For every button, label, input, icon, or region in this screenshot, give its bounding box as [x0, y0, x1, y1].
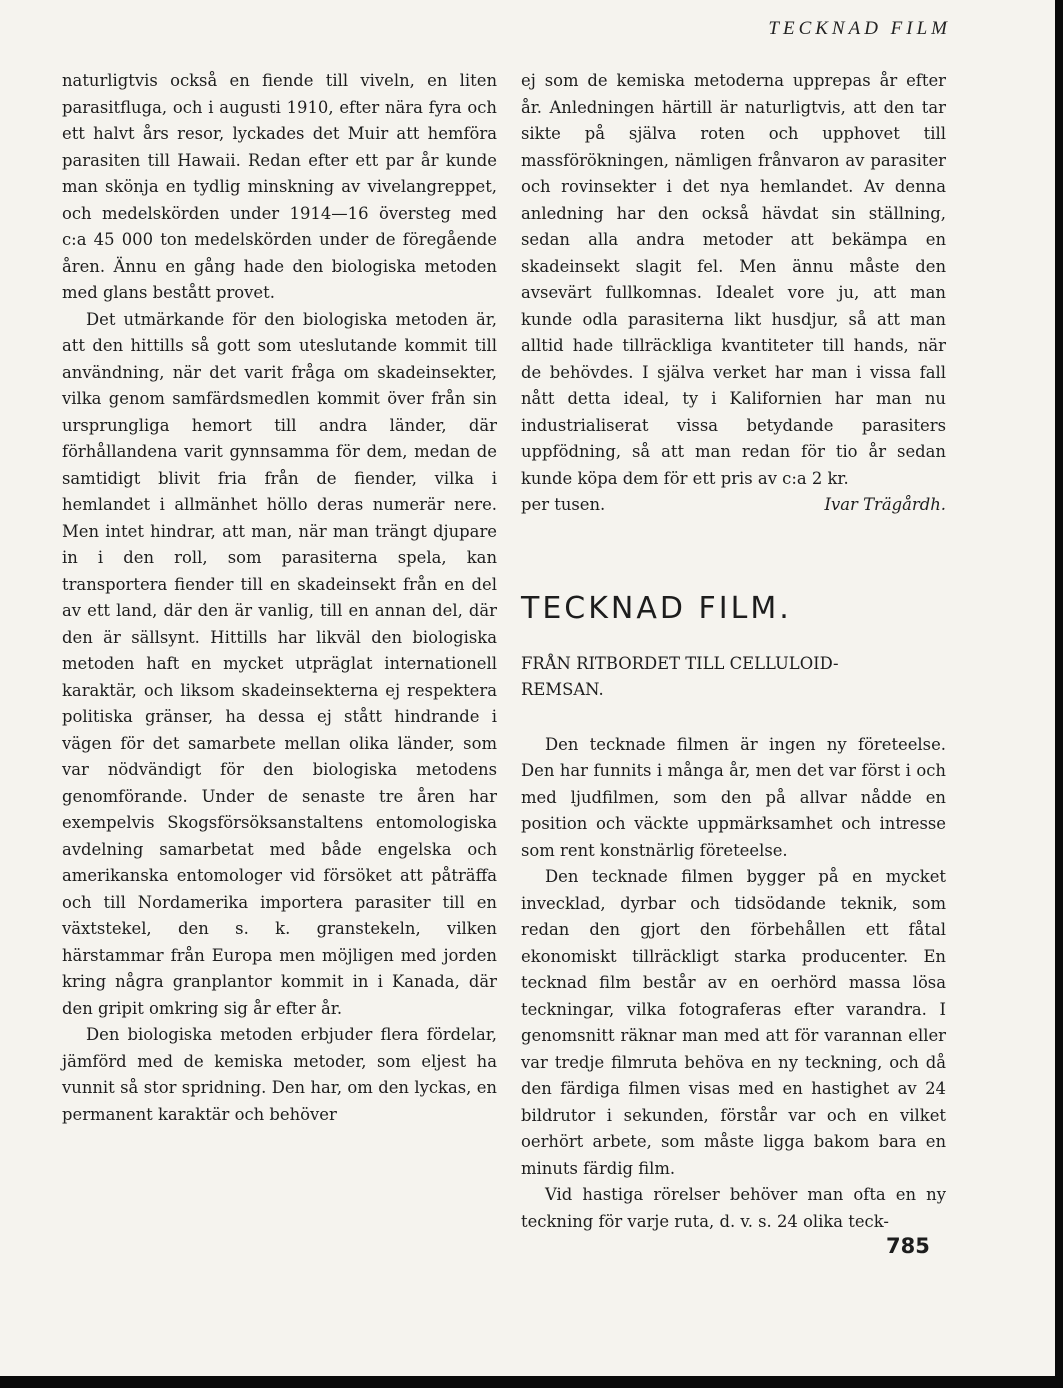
continuation-end: per tusen. — [521, 495, 606, 514]
article-subtitle: FRÅN RITBORDET TILL CELLULOID-REMSAN. — [521, 653, 839, 699]
left-column — [62, 68, 497, 1128]
scan-edge-bottom — [0, 1376, 1063, 1388]
signature-line — [521, 492, 946, 519]
paragraph-continuation: ej som de kemiska metoderna upprepas år efter år. Anledningen härtill är naturligtvis, att den tar sikte på själva roten och upphovet till massförökningen, nämligen frånvaron av parasiter och rovinsekter i det nya hemlandet. Av denna anledning har den också hävdat sin ställning, sedan alla andra metoder att bekämpa en skadeinsekt slagit fel. Men ännu måste den avsevärt fullkomnas. Idealet vore ju, att man kunde odla parasiterna likt husdjur, så att man alltid hade tillräckliga kvantiteter till hands, när de behövdes. I själva verket har man i vissa fall nått detta ideal, ty i Kalifornien har man nu industrialiserat vissa betydande parasiters uppfödning, så att man redan för tio år sedan kunde köpa dem för ett pris av c:a 2 kr. — [521, 71, 946, 488]
paragraph: Den tecknade filmen bygger på en mycket invecklad, dyrbar och tidsödande teknik, som redan den gjort den förbehållen ett fåtal ekonomiskt tillräckligt starka producenter. En tecknad film består av en oerhörd massa lösa teckningar, vilka fotograferas efter varandra. I genomsnitt räknar man med att för varannan eller var tredje filmruta behöva en ny teckning, och då den färdiga filmen visas med en hastighet av 24 bildrutor i sekunden, förstår var och en vilket oerhört arbete, som måste ligga bakom bara en minuts färdig film. — [521, 867, 946, 1178]
right-column — [521, 68, 946, 1235]
paragraph: Vid hastiga rörelser behöver man ofta en ny teckning för varje ruta, d. v. s. 24 olika teck- — [521, 1185, 946, 1231]
article-title: TECKNAD FILM. — [521, 590, 792, 626]
scan-edge-right — [1055, 0, 1063, 1388]
author-signature: Ivar Trägårdh. — [824, 495, 946, 514]
paragraph: Det utmärkande för den biologiska metoden är, att den hittills så gott som uteslutande kommit till användning, när det varit fråga om skadeinsekter, vilka genom samfärdsmedlen kommit över från sin ursprungliga hemort till andra länder, där förhållandena varit gynnsamma för dem, medan de samtidigt blivit fria från de fiender, vilka i hemlandet i allmänhet höllo deras numerär nere. Men intet hindrar, att man, när man trängt djupare in i den roll, som parasiterna spela, kan transportera fiender till en skadeinsekt från en del av ett land, där den är vanlig, till en annan del, där den är sällsynt. Hittills har likväl den biologiska metoden haft en mycket utpräglat internationell karaktär, och liksom skadeinsekterna ej respektera politiska gränser, ha dessa ej stått hindrande i vägen för det samarbete mellan olika länder, som var nödvändigt för den biologiska metodens genomförande. Under de senaste tre åren har exempelvis Skogsförsöksanstaltens entomologiska avdelning samarbetat med både engelska och amerikanska entomologer vid försöket att påträffa och till Nordamerika importera parasiter till en växtstekel, den s. k. granstekeln, vilken härstammar från Europa men möjligen med jorden kring några granplantor kommit in i Kanada, där den gripit omkring sig år efter år. — [62, 309, 497, 1018]
page-number: 785 — [886, 1234, 930, 1258]
paragraph: Den tecknade filmen är ingen ny företeelse. Den har funnits i många år, men det var först i och med ljudfilmen, som den på allvar nådde en position och väckte uppmärksamhet och intresse som rent konstnärlig företeelse. — [521, 734, 946, 860]
paragraph: naturligtvis också en fiende till viveln, en liten parasitfluga, och i augusti 1910, efter nära fyra och ett halvt års resor, lyckades det Muir att hemföra parasiten till Hawaii. Redan efter ett par år kunde man skönja en tydlig minskning av vivelangreppet, och medelskörden under 1914—16 översteg med c:a 45 000 ton medelskörden under de föregående åren. Ännu en gång hade den biologiska metoden med glans bestått provet. — [62, 71, 497, 302]
running-head: TECKNAD FILM — [768, 18, 951, 39]
paragraph: Den biologiska metoden erbjuder flera fördelar, jämförd med de kemiska metoder, som eljest ha vunnit så stor spridning. Den har, om den lyckas, en permanent karaktär och behöver — [62, 1025, 497, 1124]
